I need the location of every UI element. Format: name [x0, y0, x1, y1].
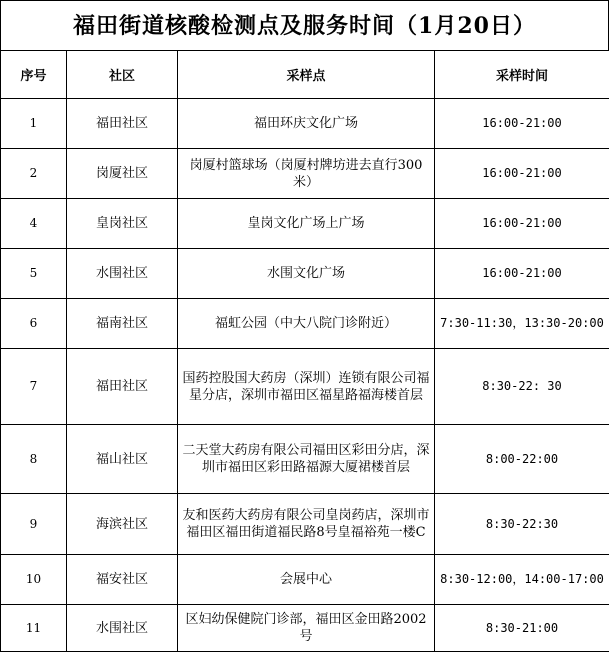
row-community: 皇岗社区: [67, 199, 178, 249]
row-community: 福山社区: [67, 425, 178, 494]
row-time: 16:00-21:00: [435, 99, 609, 149]
row-time: 8:30-22: 30: [435, 349, 609, 425]
row-no: 6: [1, 299, 67, 349]
table-row: [1, 494, 609, 555]
page-title: 福田街道核酸检测点及服务时间（1月20日）: [0, 0, 609, 50]
row-community: 福南社区: [67, 299, 178, 349]
row-community: 福安社区: [67, 555, 178, 605]
row-no: 7: [1, 349, 67, 425]
row-site: 友和医药大药房有限公司皇岗药店，深圳市福田区福田街道福民路8号皇福裕苑一楼C: [178, 494, 435, 555]
row-no: 11: [1, 605, 67, 652]
header-time: 采样时间: [435, 51, 609, 99]
row-time: 16:00-21:00: [435, 149, 609, 199]
header-site: 采样点: [178, 51, 435, 99]
testing-sites-table: [0, 50, 609, 652]
table-row: [1, 555, 609, 605]
row-time: 7:30-11:30，13:30-20:00: [435, 299, 609, 349]
row-no: 10: [1, 555, 67, 605]
row-site: 会展中心: [178, 555, 435, 605]
row-community: 水围社区: [67, 605, 178, 652]
row-site: 二天堂大药房有限公司福田区彩田分店，深圳市福田区彩田路福源大厦裙楼首层: [178, 425, 435, 494]
row-no: 5: [1, 249, 67, 299]
table-row: [1, 249, 609, 299]
row-no: 8: [1, 425, 67, 494]
row-no: 9: [1, 494, 67, 555]
row-no: 1: [1, 99, 67, 149]
row-time: 16:00-21:00: [435, 249, 609, 299]
row-community: 福田社区: [67, 349, 178, 425]
row-community: 福田社区: [67, 99, 178, 149]
row-site: 岗厦村篮球场（岗厦村牌坊进去直行300米）: [178, 149, 435, 199]
row-site: 国药控股国大药房（深圳）连锁有限公司福星分店，深圳市福田区福星路福海楼首层: [178, 349, 435, 425]
table-row: [1, 149, 609, 199]
row-no: 2: [1, 149, 67, 199]
row-time: 8:30-22:30: [435, 494, 609, 555]
table-row: [1, 299, 609, 349]
row-community: 水围社区: [67, 249, 178, 299]
header-community: 社区: [67, 51, 178, 99]
row-time: 8:00-22:00: [435, 425, 609, 494]
row-site: 福田环庆文化广场: [178, 99, 435, 149]
row-community: 海滨社区: [67, 494, 178, 555]
row-time: 8:30-12:00，14:00-17:00: [435, 555, 609, 605]
row-time: 16:00-21:00: [435, 199, 609, 249]
table-row: [1, 605, 609, 652]
table-row: [1, 349, 609, 425]
row-time: 8:30-21:00: [435, 605, 609, 652]
row-site: 福虹公园（中大八院门诊附近）: [178, 299, 435, 349]
table-row: [1, 99, 609, 149]
table-row: [1, 199, 609, 249]
row-community: 岗厦社区: [67, 149, 178, 199]
row-site: 水围文化广场: [178, 249, 435, 299]
row-site: 区妇幼保健院门诊部，福田区金田路2002号: [178, 605, 435, 652]
row-no: 4: [1, 199, 67, 249]
table-row: [1, 425, 609, 494]
header-no: 序号: [1, 51, 67, 99]
row-site: 皇岗文化广场上广场: [178, 199, 435, 249]
table-header-row: [1, 51, 609, 99]
